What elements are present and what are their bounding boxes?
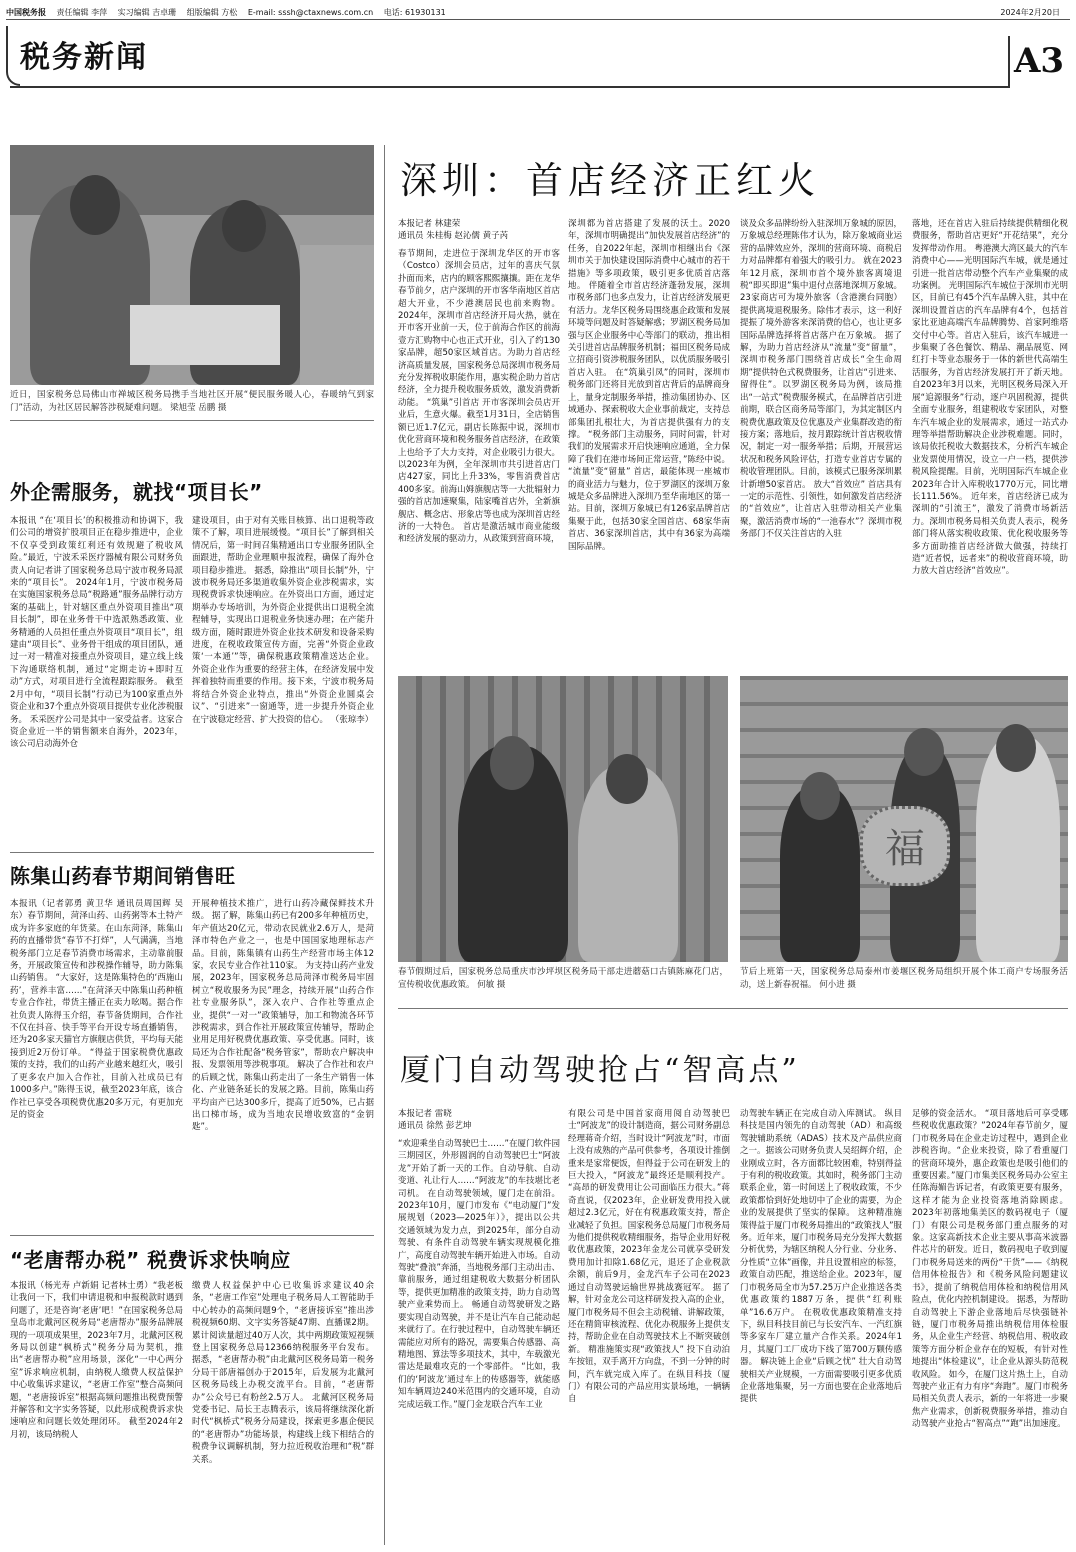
photo-tax-service-foshan — [10, 145, 374, 385]
section-bracket — [6, 26, 20, 86]
issue-date: 2024年2月20日 — [1000, 8, 1060, 17]
photo1-caption: 近日，国家税务总局佛山市禅城区税务局携手当地社区开展“便民服务暖人心，春暖纳气到家门”活动，为社区居民解答涉税疑难问题。 梁旭莹 岳鹏 摄 — [10, 390, 374, 413]
article3-col2: 缴费人权益保护中心已收集诉求建议40余条，“老唐工作室”处理电子税务局人工智能助手中心转办的高频问题9个，“老唐接诉室”推出涉税视频60期、文字实务答疑47期、直播课2期。累计阅读量超过40万人次，其中两期政策短视频登上国家税务总局12366纳税服务平台发布。 据悉，“老唐帮办税”由北戴河区税务局第一税务分局干部唐福创办于2015年，后发展为北戴河区税务局线上办税交流平台。目前，“老唐帮办”公众号已有粉丝2.5万人。 北戴河区税务局党委书记、局长王志腾表示，该局将继续深化新时代“枫桥式”税务分局建设，探索更多惠企便民的“老唐帮办”功能场景，构建线上线下相结合的税费争议调解机制，努力拉近税收治理和“税”群关系。 — [192, 1281, 374, 1465]
article5-col4: 足够的资金活水。 “项目落地后可享受哪些税收优惠政策？”2024年春节前夕，厦门市税务局在企业走访过程中，遇到企业涉税咨询。“企业来投资，除了看重厦门的营商环境外，惠企政策也是吸引他们的重要因素。”厦门市集美区税务局办公室主任陈海媚告诉记者，有政策更要有服务，这样才能为企业投资落地消除顾虑。 2023年初落地集美区的数码视电子（厦门）有限公司是税务部门重点服务的对象。这家高新技术企业主要从事高米波器件芯片的研发。近日，数码视电子收到厦门市税务局送来的两份“干货”——《纳税信用体检报告》和《税务风险问题建议书》，提前了纳税信用体检和纳税信用风险点，优化内控机制建设。 据悉，为帮助自动驾驶上下游企业落地后尽快强链补链，厦门市税务局推出纳税信用体检服务，从企业生产经营、纳税信用、税收政策等方面分析企业存在的短板，有针对性地提出“体检建议”，让企业从源头防范税收风险。 如今，在厦门这片热土上，自动驾驶产业正有力有序“奔跑”。厦门市税务局相关负责人表示，新的一年将进一步聚焦产业需求，创新税费服务举措，推动自动驾驶产业抢占“智高点”“跑”出加速度。 — [912, 1109, 1068, 1430]
divider — [10, 852, 374, 853]
article1-title: 外企需服务，就找“项目长” — [10, 480, 263, 504]
section-title: 税务新闻 — [20, 40, 148, 75]
editor-credit: 责任编辑 李萍 — [56, 8, 108, 17]
article5-reporter: 本报记者 雷晓 — [398, 1109, 452, 1119]
article5-title: 厦门自动驾驶抢占“智高点” — [400, 1053, 800, 1088]
designer-credit: 组版编辑 方松 — [186, 8, 238, 17]
article5-col1: “欢迎乘坐自动驾驶巴士……”在厦门软件园三期园区，外形圆润的自动驾驶巴士“阿波龙”开始了新一天的工作。自动导航、自动变道、礼让行人……“阿波龙”的车技堪比老司机。 在自动驾驶领域，厦门走在前沿。2023年10月，厦门市发布《“电动厦门”发展规划（2023—2025年）》，提出以公共交通领域为发力点，到2025年，部分自动驾驶、有条件自动驾驶车辆实现规模化推广，高度自动驾驶车辆开始进入市场。自动驾驶“叠浪”奔涌，当地税务部门主动出击、靠前服务，通过组建税收大数据分析团队等，提供更加精准的政策支持，助力自动驾驶产业乘势而上。 畅通自动驾驶研发之路 要实现自动驾驶，并不是让汽车自己能动起来就行了。在行驶过程中，自动驾驶车辆还需能应对所有的路况，需要集合传感器、高精地图、算法等多项技术，其中，车载激光雷达是最难攻克的一个零部件。 “比如，我们的‘阿波龙’通过车上的传感器等，就能感知车辆周边240米范围内的交通环境，自动完成运载工作。”厦门金龙联合汽车工业 — [398, 1139, 560, 1410]
article4-col3: 谈及众多品牌纷纷入驻深圳万象城的原因，万象城总经理陈伟才认为，除万象城商业运营的品牌效应外，深圳的营商环境、商税启力对品牌都有着强大的吸引力。 就在2023年12月底，深圳市首个境外旅客离境退税“即买即退”集中退付点落地深圳万象城。23家商店可为境外旅客（含港澳台同胞）提供离境退税服务。除伟才表示，这一利好提振了境外游客来深消费的信心，也让更多国际品牌选择将首店落户在万象城。 据了解，为助力首店经济从“流量”变“留量”，深圳市税务部门围绕首店成长“全生命周期”提供特色式税费服务，让首店“引进来、留得住”。以罗湖区税务局为例，该局推出“一站式”税费服务模式，在品牌首店引进前期，联合区商务局等部门，为其定制区内税费优惠政策及位优惠及产业集群改造的衔接方案；落地后，按月跟踪统计首店税收情况，制定一对一服务举措；后期，开展营运状况和税务风险评估，打造专业首店专属的税收管理团队。目前，该模式已服务深圳累计新增50家首店。 放大“首效应” 首店具有一定的示范性、引领性，如何激发首店经济的“首效应”，让首店入驻带动相关产业集聚，激活消费市场的“一池春水”？深圳市税务部门不仅关注首店的入驻 — [740, 219, 902, 540]
divider — [10, 1235, 374, 1236]
article1-col2: 建设项目，由于对有关账目核算、出口退税等政策不了解，项目进展缓慢。“项目长”了解到相关情况后，第一时间召集精通出口专业服务团队全面跟进，帮助企业理顺申报流程，确保了海外仓项目稳步推进。 据悉，除推出“项目长制”外，宁波市税务局还多渠道收集外资企业涉税需求，实现税费诉求快速响应。在外资出口方面，通过定期举办专场培训，为外资企业提供出口退税全流程辅导，实现出口退税业务快速办理；在产能升级方面，随时跟进外资企业技术研发和设备采购进度，在税收政策宣传方面，完善“外资企业政策‘一本通’”等，确保税惠政策精准送达企业。 外资企业作为重要的经营主体，在经济发展中发挥着独特而重要的作用。接下来，宁波市税务局将结合外资企业特点，推出“外资企业圆桌会议”、“引进来”一窗通等，进一步提升外资企业在宁波稳定经营、扩大投资的信心。 （张琼李） — [192, 516, 374, 725]
article2-col2: 开展种植技术推广，进行山药冷藏保鲜技术升级。 据了解，陈集山药已有200多年种植历史，年产值达20亿元，带动农民就业2.6万人，是菏泽市特色产业之一，也是中国国家地理标志产品。目前，陈集镇有山药生产经营市场主体12家，农民专业合作社110家。 为支持山药产业发展，2023年，国家税务总局菏泽市税务局牢固树立“税收服务为民”理念，持续开展“山药合作社专业服务队”，深入农户、合作社等重点企业，提供“一对一”政策辅导，加工和物流各环节涉税需求，到合作社开展政策宣传辅导，帮助企业用足用好税费优惠政策、享受优惠。同时，该局还为合作社配备“税务管家”，帮助农户解决申报、发票领用等涉税事项。 解决了合作社和农户的后顾之忧，陈集山药走出了一条生产销售一体化、产业链条延长的发展之路。目前，陈集山药平均亩产已达300多斤，提高了近50%，已占据出口梯市场，成为当地农民增收致富的“金钥匙”。 — [192, 899, 374, 1133]
divider — [10, 420, 374, 421]
email: E-mail: sssh@ctaxnews.com.cn — [247, 8, 374, 17]
photo-chongqing-shop — [398, 676, 728, 962]
masthead-bar — [6, 6, 1070, 20]
article4-correspondents: 通讯员 朱桂梅 赵沁儒 黄子芮 — [398, 231, 509, 241]
paper-name: 中国税务报 — [6, 8, 46, 17]
page-number: A3 — [1008, 36, 1068, 86]
article3-col1: 本报讯（杨光寿 卢新娟 记者林士勇）“我老板让我问一下，我们申请退税和申报税款时遇到问题了，还是咨询‘老唐’吧！”在国家税务总局皇岛市北戴河区税务局“老唐帮办”服务品牌展现的一项项成果里，2023年7月，北戴河区税务局以创建“枫桥式”税务分局为契机，推出“老唐帮办税”应用场景，深化“一中心两分室”诉求响应机制，由纳税人缴费人权益保护中心收集诉求建议，“老唐工作室”整合高频问题，“老唐接诉室”根据高频问题推出税费预警并解答和文字实务答疑，以此形成税费诉求快速响应和问题长效处理闭环。 截至2024年2月初，该局纳税人 — [10, 1281, 183, 1440]
article4-reporter: 本报记者 林建荣 — [398, 219, 461, 229]
article4-title: 深圳：首店经济正红火 — [400, 159, 820, 202]
article4-col1: 春节期间，走进位于深圳龙华区的开市客（Costco）深圳会员店，过年的喜庆气氛扑面而来，店内的顾客熙熙攘攘。距在龙华春节前夕，店户深圳的开市客华南地区首店超大开业，不少港澳居民也前来购物。 2024年，深圳市首店经济开局火热，就在开市客开业前一天，位于前海合作区的前海壹方汇购物中心也正式开业，引入了约130家品牌，超50家区域首店。为助力首店经济高质量发展，国家税务总局深圳市税务局充分发挥税收职能作用，惠实税企助力首店经济，全力提升税收服务质效，激发消费新动能。 “筑巢”引首店 开市客深圳会员店开业后，生意火爆。截至1月31日，全店销售额已近1.7亿元，副店长陈振中说，深圳市优化营商环境和税务服务首店经济，在政策上也给予了大力支持，对企业吸引力很大。 以2023年为例，全年深圳市共引进首店门店427家，同比上升33%，零售消费首店400多家。前海山姆旗舰店等一大批辐射力强的首店加速聚集，陆家嘴首店外，全新旗舰店、概念店、形象店等也成为深圳首店经济的一大特色。 首店是激活城市商业能级和经济发展的驱动力，从政策到营商环境， — [398, 249, 560, 545]
phone: 电话: 61930131 — [383, 8, 446, 17]
article2-col1: 本报讯（记者郭勇 黄卫华 通讯员周国辉 吴东）春节期间，菏泽山药、山药粥等本土特产成为许多家庭的年货菜。在山东菏泽，陈集山药的直播带货“春节不打烊”，人气满满，当地税务部门立足春节消费市场需求，主动靠前服务，开展政策宣传和涉税操作辅导，助力陈集山药销售。 “大家好，这是陈集特色的‘西施山药’，营养丰富……”在菏泽天中陈集山药种植专业合作社，带货主播正在卖力吆喝。据合作社负责人陈得玉介绍，春节备货期间，合作社不仅在抖音、快手等平台开设专场直播销售，还为20多家天猫官方旗舰店供货，平均每天能接到近2万份订单。 “得益于国家税费优惠政策的支持，我们的山药产业越来越红火，吸引了更多农户加入合作社，目前入社成员已有1000多户。”陈得玉说，截至2023年底，该合作社已享受各项税费优惠20多万元，有更加充足的资金 — [10, 899, 183, 1120]
photo-taizhou-blessing — [740, 676, 1068, 962]
intern-credit: 实习编辑 吉卓珊 — [117, 8, 177, 17]
article3-title: “老唐帮办税” 税费诉求快响应 — [10, 1248, 291, 1272]
article1-col1: 本报讯 “在‘项目长’的积极推动和协调下，我们公司的增资扩股项目正在稳步推进中，企业不仅享受到政策红利还有效规避了税收风险。”最近，宁波禾采医疗器械有限公司财务负责人向记者讲了国家税务总局宁波市税务局派来的“项目长”。 2024年1月，宁波市税务局在实施国家税务总局“税路通”服务品牌行动方案的基础上，针对辖区重点外资项目推出“项目长制”，即在业务骨干中选派熟悉政策、业务精通的人员担任重点外资项目“项目长”，组建由“项目长”、业务骨干组成的项目团队，通过一对一精准对接重点外资项目，建立线上线下沟通联络机制，通过“定期走访+即时互动”方式，对项目进行全流程跟踪服务。 截至2月中旬，“项目长制”行动已为100家重点外资企业和37个重点外资项目提供专业化涉税服务。 禾采医疗公司是其中一家受益者。这家合资企业近一半的销售额来自海外，2023年，该公司启动海外仓 — [10, 516, 183, 750]
photo3-caption: 节后上班第一天，国家税务总局泰州市姜堰区税务局组织开展个体工商户专场服务活动，送上新春祝福。 何小进 摄 — [740, 967, 1068, 990]
article4-col4: 落地，还在首店入驻后持续提供精细化税费服务，帮助首店更好“开花结果”，充分发挥带动作用。 粤港澳大湾区最大的汽车消费中心——光明国际汽车城，就是通过引进一批首店带动整个汽车产业集聚的成功案例。 光明国际汽车城位于深圳市光明区，目前已有45个汽车品牌入驻，其中在深圳设置首店的汽车品牌有4个，包括首家比亚迪高端汽车品牌腾势、首家阿维塔交付中心等。首店入驻后，该汽车城进一步集聚了各色餐饮、精品、潮品展览、网红打卡等业态服务于一体的新世代高端生活服务，为首店经济发展打开了新天地。 自2023年3月以来，光明区税务局深入开展“追源服务”行动，逐户巩固税源，提供全面专业服务，组建税收专家团队，对整车汽车城企业的发展需求，通过一站式办理等举措帮助解决企业涉税难题。同时，该局依托税收大数据技术，分析汽车城企业发票使用情况，设立一户一档，提供涉税风险提醒。目前，光明国际汽车城企业2023年合计入库税收1770万元，同比增长111.56%。 近年来，首店经济已成为深圳的“引流王”，激发了消费市场新活力。深圳市税务局相关负责人表示，税务部门将从落实税收政策、优化税收服务等多方面助推首店经济做大做强，持续打造“近者悦，远者来”的税收营商环境，助力放大首店经济“首效应”。 — [912, 219, 1068, 577]
article5-col3: 动驾驶车辆正在完成自动入库测试。 纵目科技是国内领先的自动驾驶（AD）和高级驾驶辅助系统（ADAS）技术及产品供应商之一。据该公司财务负责人吴绍辉介绍，企业刚成立时，各方面都比较困难，特别得益于有利的税收政策。其如时，税务部门主动联系企业，第一时间送上了税收政策，不少政策都恰到好处地切中了企业的需要，为企业的发展提供了坚实的保障。 这种精准施策得益于厦门市税务局推出的“政策找人”服务。近年来，厦门市税务局充分发挥大数据分析优势，为辖区纳税人分行业、分业务、分性质“立体”画像，并且设置相应的标签，政策自动匹配，推送给企业。2023年，厦门市税务局全市为57.25万户企业推送各类优惠政策约1887万条，提供“红利账单”16.6万户。 在税收优惠政策精准支持下，纵目科技目前已与长安汽车、一汽红旗等多家车厂建立量产合作关系。2024年1月，其厦门工厂成功下线了第700万颗传感器。 解决链上企业“后顾之忧” 壮大自动驾驶相关产业规模，一方面需要吸引更多优质企业落地集聚，另一方面也要在企业落地后提供 — [740, 1109, 902, 1405]
column-divider — [384, 145, 385, 1545]
section-rule — [10, 86, 1010, 88]
photo2-caption: 春节假期过后，国家税务总局重庆市沙坪坝区税务局干部走进蘑菇口古镇陈麻花门店，宣传税收优惠政策。 何敏 摄 — [398, 967, 728, 990]
article5-col2: 有限公司是中国首家商用阅自动驾驶巴士“阿波龙”的设计制造商，据公司财务副总经理蒋奇介绍，当时设计“阿波龙”时，市面上没有成熟的产品可供参考，各项设计推倒重来是家常便饭，但得益于公司在研发上的巨大投入，“阿波龙”最终还是顺利投产。 “高昂的研发费用让公司面临压力很大。”蒋奇直说，仅2023年，企业研发费用投入就超过2.3亿元，好在有税惠政策支持，帮企业减轻了负担。国家税务总局厦门市税务局为他们提供税收精细服务，指导企业用好税收优惠政策，2023年金龙公司就享受研发费用加计扣除1.68亿元，退还了企业税款余额，前后9月，金龙汽车子公司在2023通过自动驾驶运输世界挑战赛冠军。 据了解，针对金龙公司这样研发投入高的企业，厦门市税务局不但会主动税辅、讲解政策，还在精简审核流程、优化办税服务上提供支持，帮助企业在自动驾驶技术上不断突破创新。 精准施策实现“政策找人” 投下自动泊车按钮，双手离开方向盘，不到一分钟的时间，汽车就完成入库了。在纵目科技（厦门）有限公司的产品应用实景场地，一辆辆自 — [568, 1109, 730, 1405]
divider — [398, 1008, 1068, 1009]
fu-blessing-sign: 福 — [860, 806, 950, 886]
article2-title: 陈集山药春节期间销售旺 — [10, 864, 236, 888]
article4-col2: 深圳都为首店搭建了发展的沃土。2020年，深圳市明确提出“加快发展首店经济”的任务，自2022年起，深圳市相继出台《深圳市关于加快建设国际消费中心城市的若干措施》等多项政策，吸引更多优质首店落地。 伴随着全市首店经济蓬勃发展，深圳市税务部门也多点发力，让首店经济发展更有活力。龙华区税务局围绕惠企政策和发展环境等问题及时答疑解惑；罗湖区税务局加强与区企业服务中心等部门的联动，推出相关引进首店品牌服务机制；福田区税务局成立招商引资涉税服务团队，以优质服务吸引首店入驻。 在“筑巢引凤”的同时，深圳市税务部门还将目光放到首店背后的品牌商身上，量身定制服务举措，推动集团协办、区域通办、探索税收大企业事前裁定，支持总部集团扎根壮大，为首店提供强有力的支撑。 “税务部门主动服务，同时问需，针对我们的发展需求开启快速响应通道，全力保障了我们在港市场间正常运营，”陈经中说。 “流量”变“留量” 首店，最能体现一座城市的商业活力与魅力，位于罗湖区的深圳万象城是众多品牌进入深圳乃至华南地区的第一站。目前，深圳万象城已有126家品牌首店集聚于此，包括30家全国首店、68家华南首店、36家深圳首店，其中有36家为高端国际品牌。 — [568, 219, 730, 552]
article5-correspondents: 通讯员 徐然 彭艺坤 — [398, 1121, 472, 1131]
